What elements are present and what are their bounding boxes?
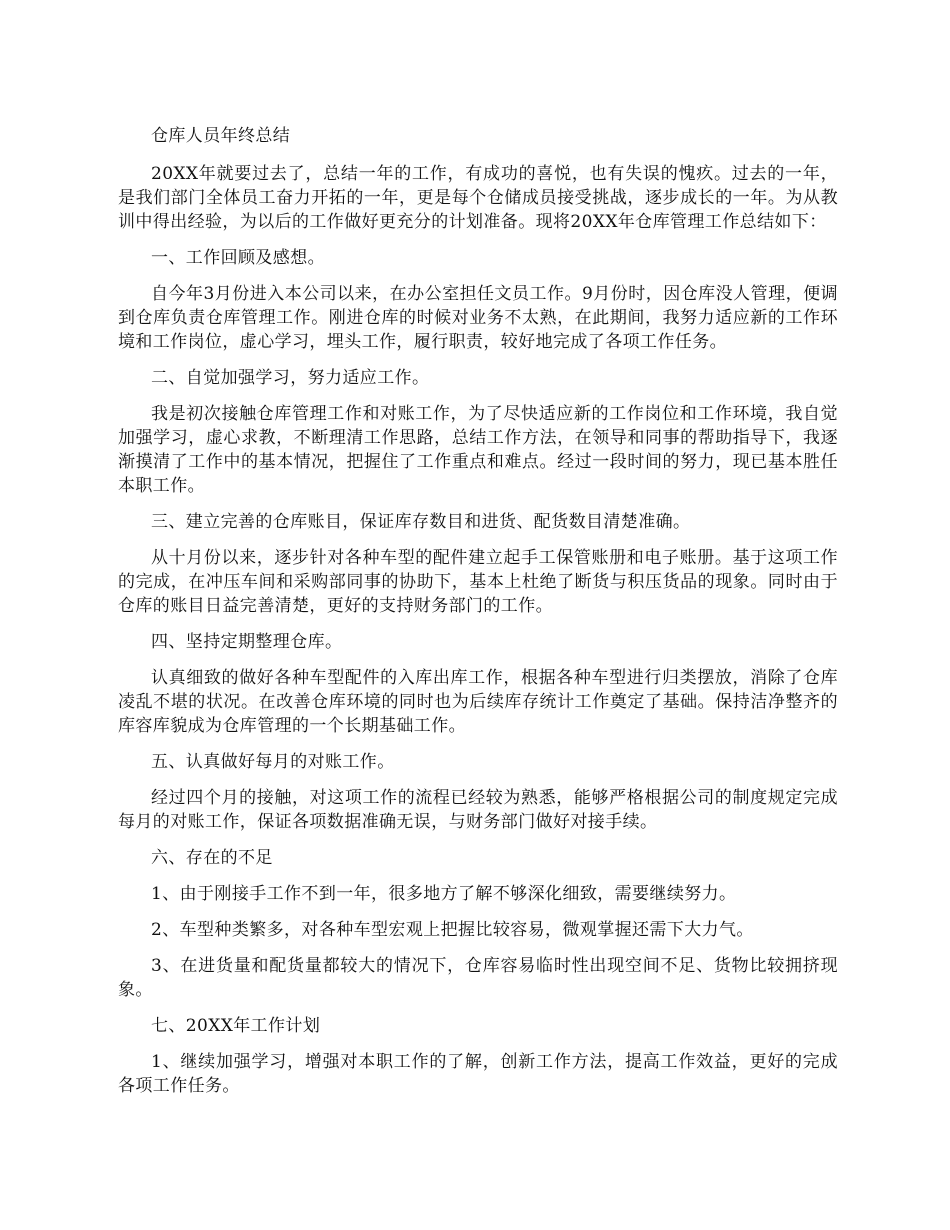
section-paragraph-3: 从十月份以来，逐步针对各种车型的配件建立起手工保管账册和电子账册。基于这项工作的完成，在冲压车间和采购部同事的协助下，基本上杜绝了断货与积压货品的现象。同时由于仓库的账目日益完善清楚，更好的支持财务部门的工作。 [118,548,838,616]
intro-paragraph: 20XX年就要过去了，总结一年的工作，有成功的喜悦，也有失误的愧疚。过去的一年，是我们部门全体员工奋力开拓的一年，更是每个仓储成员接受挑战，逐步成长的一年。为从教训中得出经验，为以后的工作做好更充分的计划准备。现将20XX年仓库管理工作总结如下： [118,164,838,232]
list-item: 1、由于刚接手工作不到一年，很多地方了解不够深化细致，需要继续努力。 [151,884,737,904]
list-item: 2、车型种类繁多，对各种车型宏观上把握比较容易，微观掌握还需下大力气。 [151,920,754,940]
section-heading-4: 四、坚持定期整理仓库。 [151,632,343,652]
section-heading-2: 二、自觉加强学习，努力适应工作。 [151,368,430,388]
document-title: 仓库人员年终总结 [151,126,291,146]
document-body [118,124,838,1110]
section-paragraph-5: 经过四个月的接触，对这项工作的流程已经较为熟悉，能够严格根据公司的制度规定完成每月的对账工作，保证各项数据准确无误，与财务部门做好对接手续。 [118,788,838,832]
section-paragraph-1: 自今年3月份进入本公司以来，在办公室担任文员工作。9月份时，因仓库没人管理，便调到仓库负责仓库管理工作。刚进仓库的时候对业务不太熟，在此期间，我努力适应新的工作环境和工作岗位，虚心学习，埋头工作，履行职责，较好地完成了各项工作任务。 [118,284,838,352]
section-heading-7: 七、20XX年工作计划 [151,1016,321,1036]
section-heading-3: 三、建立完善的仓库账目，保证库存数目和进货、配货数目清楚准确。 [151,512,691,532]
section-paragraph-4: 认真细致的做好各种车型配件的入库出库工作，根据各种车型进行归类摆放，消除了仓库凌乱不堪的状况。在改善仓库环境的同时也为后续库存统计工作奠定了基础。保持洁净整齐的库容库貌成为仓库管理的一个长期基础工作。 [118,668,838,736]
list-item: 3、在进货量和配货量都较大的情况下，仓库容易临时性出现空间不足、货物比较拥挤现象。 [118,956,838,1000]
section-heading-5: 五、认真做好每月的对账工作。 [151,752,395,772]
section-paragraph-2: 我是初次接触仓库管理工作和对账工作，为了尽快适应新的工作岗位和工作环境，我自觉加强学习，虚心求教，不断理清工作思路，总结工作方法，在领导和同事的帮助指导下，我逐渐摸清了工作中的基本情况，把握住了工作重点和难点。经过一段时间的努力，现已基本胜任本职工作。 [118,404,838,496]
section-heading-1: 一、工作回顾及感想。 [151,248,325,268]
list-item: 1、继续加强学习，增强对本职工作的了解，创新工作方法，提高工作效益，更好的完成各项工作任务。 [118,1052,838,1096]
section-heading-6: 六、存在的不足 [151,848,273,868]
